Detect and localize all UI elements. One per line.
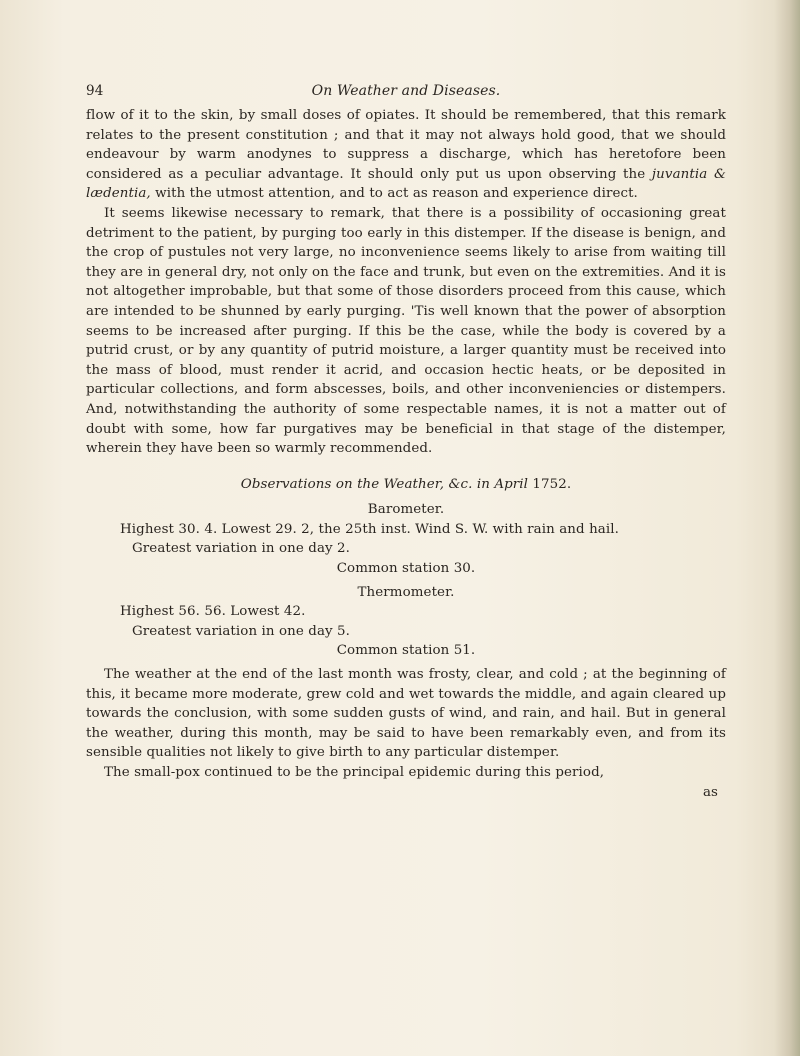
paragraph-opiates: flow of it to the skin, by small doses of opiates. It should be remembered, that this remark relates to the present constitution ; and that it may not always hold good, that we should endeavour by warm anodynes to suppress a discharge, which has heretofore been considered as a peculiar advantage. It should only put us upon observing the juvantia & lædentia, with the utmost attention, and to act as reason and experience direct. [86,108,726,202]
thermometer-variation: Greatest variation in one day 5. [132,623,351,639]
page-text [86,82,726,802]
running-head [86,82,726,102]
page-number: 94 [86,83,104,99]
running-title: On Weather and Diseases. [311,83,501,99]
barometer-variation: Greatest variation in one day 2. [132,541,351,557]
italic-phrase: juvantia & lædentia, [86,166,726,202]
observations-heading: Observations on the Weather, &c. in April 1752. [240,476,572,492]
paragraph-weather: The weather at the end of the last month was frosty, clear, and cold ; at the beginning of this, it became more moderate, grew cold and wet towards the middle, and again cleared up towards the conclusion, with some sudden gusts of wind, and rain, and hail. But in general the weather, during this month, may be said to have been remarkably even, and from its sensible qualities not likely to give birth to any particular distemper. [86,667,726,761]
catchword: as [702,784,718,800]
thermometer-high-low: Highest 56. 56. Lowest 42. [120,604,306,620]
paragraph-purging: It seems likewise necessary to remark, that there is a possibility of occasioning great detriment to the patient, by purging too early in this distemper. If the disease is benign, and the crop of pustules not very large, no inconvenience seems likely to arise from waiting till they are in general dry, not only on the face and trunk, but even on the extremities. And it is not altogether improbable, but that some of those disorders proceed from this cause, which are intended to be shunned by early purging. 'Tis well known that the power of absorption seems to be increased after purging. If this be the case, while the body is covered by a putrid crust, or by any quantity of putrid moisture, a larger quantity must be received into the mass of blood, must render it acrid, and occasion hectic heats, or be deposited in particular collections, and form abscesses, boils, and other inconveniencies or distempers. And, notwithstanding the authority of some respectable names, it is not a matter out of doubt with some, how far purgatives may be beneficial in that stage of the distemper, wherein they have been so warmly recommended. [86,205,726,457]
barometer-heading: Barometer. [367,502,445,518]
barometer-high-low: Highest 30. 4. Lowest 29. 2, the 25th inst. Wind S. W. with rain and hail. [120,521,619,537]
thermometer-heading: Thermometer. [357,584,455,600]
barometer-common-station: Common station 30. [336,561,476,577]
page-edge-shadow [774,0,800,1056]
paragraph-small-pox: The small-pox continued to be the principal epidemic during this period, [104,765,605,780]
thermometer-common-station: Common station 51. [336,643,476,659]
